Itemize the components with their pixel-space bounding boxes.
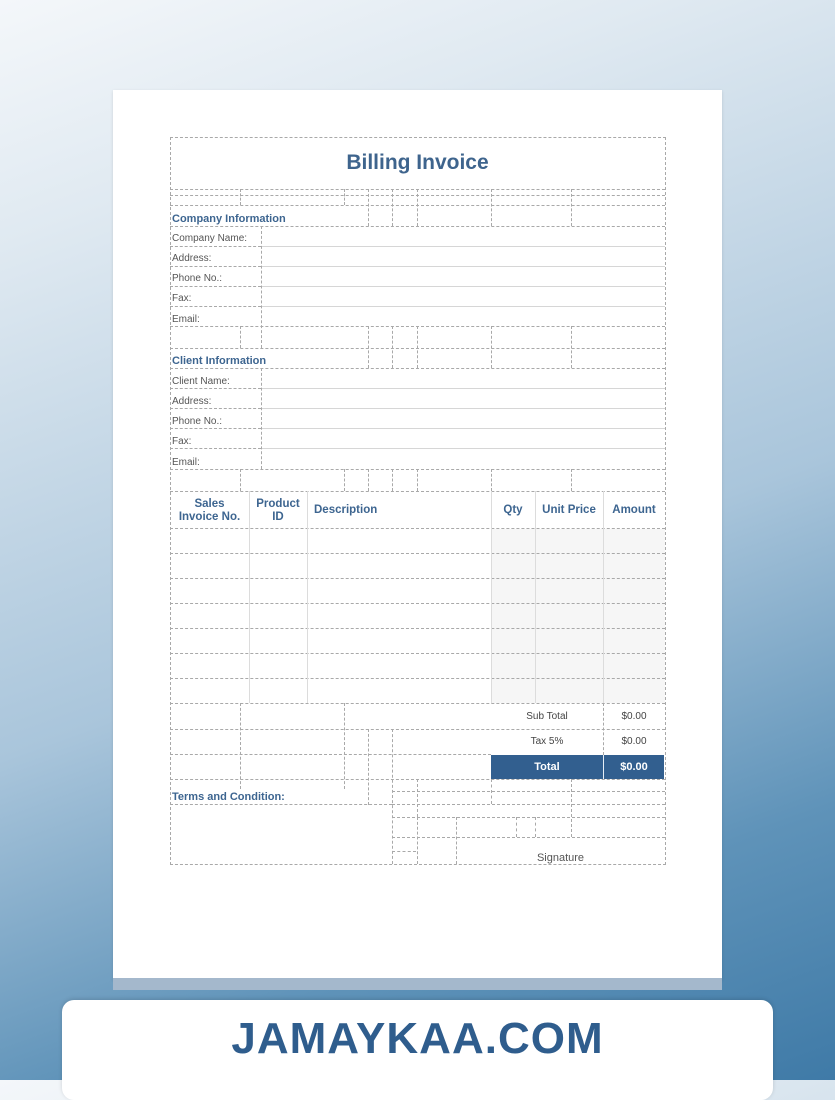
grid-line: [392, 729, 393, 864]
grid-line: [392, 837, 665, 838]
terms-heading: Terms and Condition:: [172, 791, 285, 803]
paper-edge: [113, 978, 722, 990]
grid-line: [392, 189, 393, 226]
grid-line: [417, 189, 418, 226]
grid-line: [261, 388, 665, 389]
table-row: [170, 678, 665, 679]
grid-line: [170, 804, 392, 805]
grid-line: [170, 491, 665, 492]
grid-line: [170, 729, 665, 730]
grid-line: [392, 326, 393, 368]
grid-line: [368, 326, 369, 368]
grid-line: [491, 491, 492, 703]
grid-line: [417, 817, 418, 864]
table-row: [170, 553, 665, 554]
grid-line: [491, 779, 492, 804]
grid-line: [261, 448, 665, 449]
grid-line: [571, 189, 572, 226]
brand-name[interactable]: JAMAYKAA.COM: [231, 1014, 604, 1063]
grid-line: [170, 428, 261, 429]
grid-line: [170, 448, 261, 449]
grid-line: [261, 266, 665, 267]
grid-line: [240, 326, 241, 348]
grid-line: [392, 469, 393, 491]
header-product-id: Product ID: [256, 497, 300, 523]
grid-line: [535, 491, 536, 703]
grid-line: [240, 469, 241, 491]
company-fax-label: Fax:: [172, 293, 192, 304]
grid-line: [261, 408, 665, 409]
client-name-label: Client Name:: [172, 376, 230, 387]
grid-line: [170, 388, 261, 389]
table-row: [170, 603, 665, 604]
grid-line: [170, 306, 261, 307]
client-address-label: Address:: [172, 396, 212, 407]
grid-line: [571, 326, 572, 368]
header-unit-price: Unit Price: [542, 504, 596, 517]
grid-line: [261, 286, 665, 287]
table-row: [170, 653, 665, 654]
grid-line: [249, 491, 250, 703]
grid-line: [392, 791, 665, 792]
client-fax-label: Fax:: [172, 436, 192, 447]
grid-line: [535, 817, 536, 837]
header-sales-invoice-no: Sales Invoice No.: [178, 497, 241, 523]
client-phone-label: Phone No.:: [172, 416, 223, 427]
grid-line: [170, 408, 261, 409]
company-info-heading: Company Information: [172, 213, 286, 225]
invoice-title: Billing Invoice: [346, 151, 489, 174]
tax-label: Tax 5%: [530, 736, 564, 747]
table-row: [170, 578, 665, 579]
client-info-heading: Client Information: [172, 355, 267, 367]
header-qty: Qty: [503, 504, 523, 517]
company-email-label: Email:: [172, 314, 200, 325]
grid-line: [307, 491, 308, 703]
table-row: [170, 628, 665, 629]
invoice-sheet: [170, 137, 665, 864]
company-phone-label: Phone No.:: [172, 273, 223, 284]
signature-label: Signature: [536, 852, 585, 864]
header-amount: Amount: [612, 504, 656, 517]
grid-line: [368, 469, 369, 491]
grid-line: [170, 266, 261, 267]
table-row: [170, 703, 665, 704]
grid-line: [170, 754, 491, 755]
total-label: Total: [534, 761, 560, 773]
grid-line: [344, 469, 345, 491]
grid-line: [417, 326, 418, 368]
grid-line: [261, 368, 262, 469]
grid-line: [240, 189, 241, 205]
grid-line: [491, 469, 492, 491]
grid-line: [261, 428, 665, 429]
grid-line: [368, 189, 369, 226]
grid-line: [571, 469, 572, 491]
grid-line: [261, 306, 665, 307]
grid-line: [392, 817, 665, 818]
grid-line: [261, 246, 665, 247]
total-value: $0.00: [620, 761, 648, 773]
grid-line: [170, 368, 665, 369]
grid-line: [261, 226, 262, 348]
grid-line: [491, 326, 492, 368]
subtotal-value: $0.00: [621, 711, 647, 722]
subtotal-label: Sub Total: [526, 711, 568, 722]
grid-line: [392, 851, 416, 852]
client-email-label: Email:: [172, 457, 200, 468]
grid-line: [516, 817, 517, 837]
grid-line: [344, 189, 345, 205]
grid-line: [392, 804, 665, 805]
grid-line: [491, 189, 492, 226]
grid-line: [603, 491, 604, 703]
grid-line: [417, 779, 418, 817]
grid-line: [170, 286, 261, 287]
grid-line: [344, 703, 345, 789]
grid-line: [170, 246, 261, 247]
numeric-columns-shade: [491, 529, 665, 703]
grid-line: [170, 226, 665, 227]
grid-line: [240, 703, 241, 789]
company-name-label: Company Name:: [172, 233, 248, 244]
header-description: Description: [314, 504, 378, 517]
tax-value: $0.00: [621, 736, 647, 747]
grid-line: [368, 729, 369, 805]
grid-line: [417, 469, 418, 491]
grid-line: [571, 779, 572, 837]
company-address-label: Address:: [172, 253, 212, 264]
